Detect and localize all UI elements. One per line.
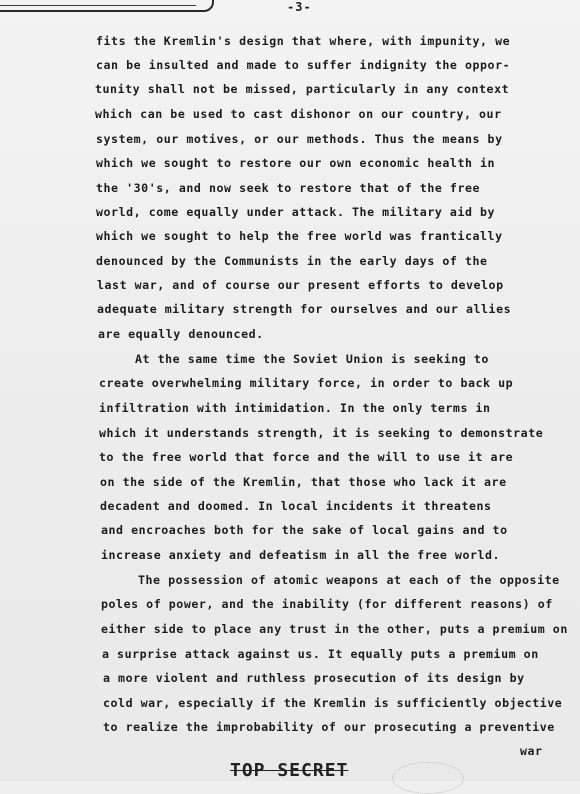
text-line: a more violent and ruthless prosecution of its design by [103, 671, 525, 685]
stamp-mark [392, 762, 464, 794]
text-line: which we sought to restore our own economic health in [96, 156, 496, 170]
text-line: to realize the improbability of our prosecuting a preventive [103, 720, 555, 734]
text-line: poles of power, and the inability (for different reasons) of [101, 597, 553, 611]
text-line: tunity shall not be missed, particularly in any context [95, 82, 510, 96]
text-line: the '30's, and now seek to restore that of the free [96, 181, 481, 195]
text-line: cold war, especially if the Kremlin is sufficiently objective [103, 696, 563, 710]
text-line: either side to place any trust in the other, puts a premium on [101, 622, 568, 636]
page-number: -3- [287, 0, 312, 14]
text-line: to the free world that force and the will to use it are [99, 450, 514, 464]
text-line: last war, and of course our present efforts to develop [97, 278, 504, 292]
text-line: which it understands strength, it is seeking to demonstrate [99, 426, 544, 440]
text-line: can be insulted and made to suffer indignity the oppor- [96, 58, 511, 72]
top-corner-rule-inner [0, 0, 196, 6]
text-line: infiltration with intimidation. In the only terms in [99, 401, 491, 415]
text-line: system, our motives, or our methods. Thus the means by [96, 132, 503, 146]
text-line: world, come equally under attack. The military aid by [96, 205, 496, 219]
text-line: fits the Kremlin's design that where, with impunity, we [96, 34, 511, 48]
text-line: The possession of atomic weapons at each of the opposite [138, 573, 560, 587]
text-line: increase anxiety and defeatism in all the free world. [101, 548, 501, 562]
text-line: are equally denounced. [98, 327, 264, 341]
text-line: At the same time the Soviet Union is seeking to [135, 352, 489, 366]
text-line: decadent and doomed. In local incidents it threatens [100, 499, 492, 513]
text-line: which can be used to cast dishonor on our country, our [95, 107, 502, 121]
text-line: and encroaches both for the sake of local gains and to [101, 523, 508, 537]
classification-marking: TOP SECRET [230, 760, 349, 781]
text-line: war [520, 744, 543, 758]
text-line: create overwhelming military force, in order to back up [99, 376, 514, 390]
text-line: adequate military strength for ourselves and our allies [97, 302, 512, 316]
text-line: a surprise attack against us. It equally puts a premium on [102, 647, 539, 661]
text-line: denounced by the Communists in the early days of the [96, 254, 488, 268]
text-line: which we sought to help the free world was frantically [96, 229, 503, 243]
text-line: on the side of the Kremlin, that those who lack it are [100, 475, 507, 489]
